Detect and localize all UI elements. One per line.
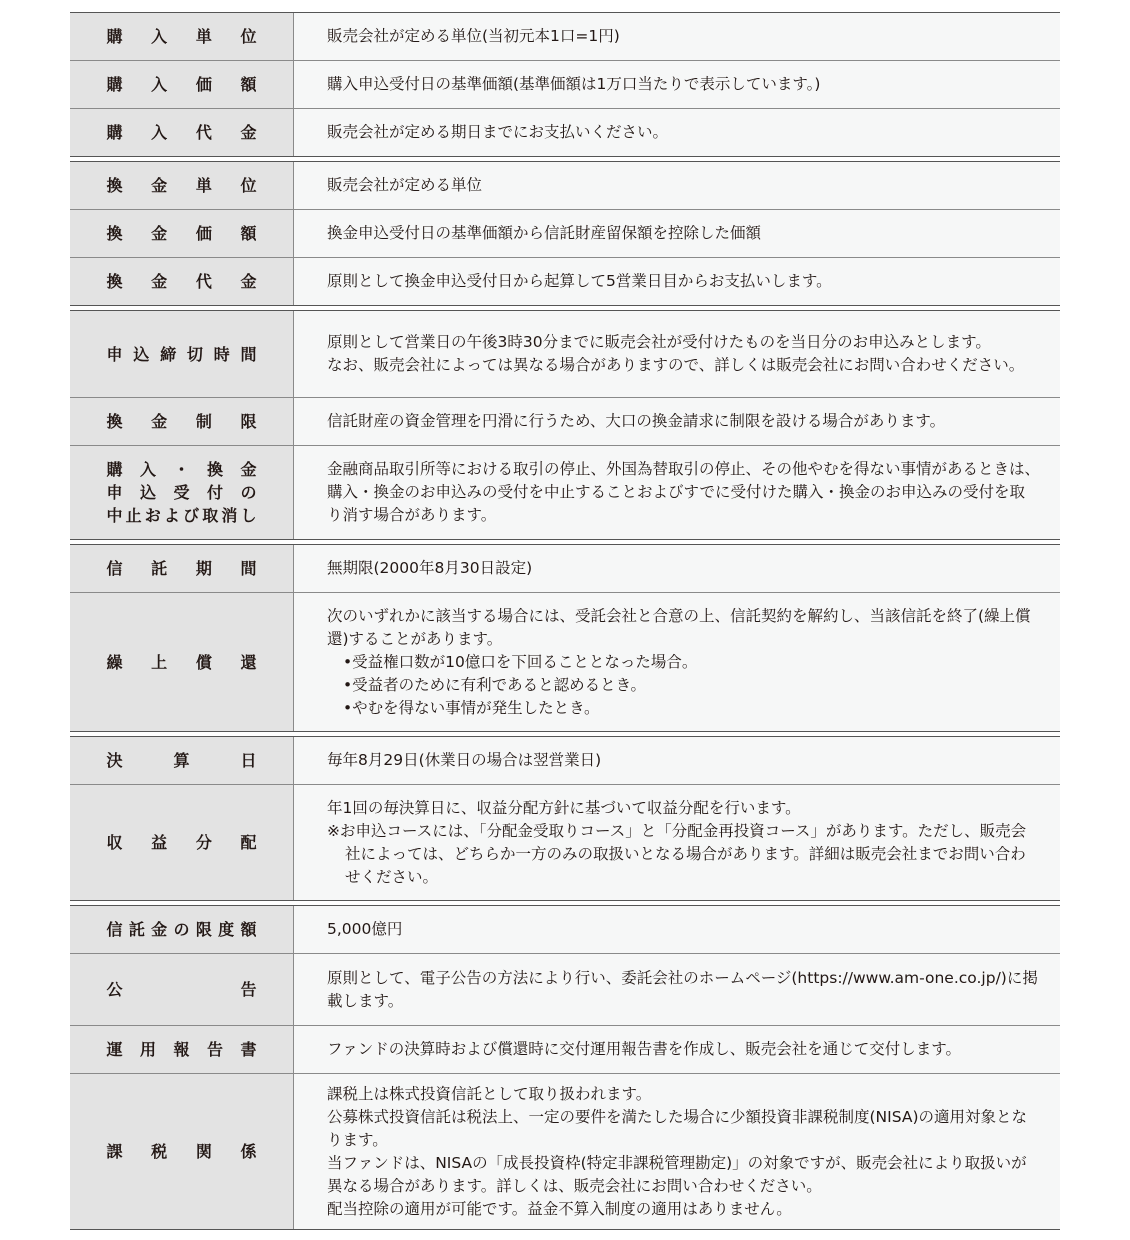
table-group: [70, 544, 1060, 732]
row-value-text: 原則として、電子公告の方法により行い、委託会社のホームページ(https://www.am-one.co.jp/)に掲載します。: [327, 968, 1038, 1010]
table-row: [70, 210, 1060, 258]
row-value-text: 配当控除の適用が可能です。益金不算入制度の適用はありません。: [327, 1199, 792, 1218]
row-value-cell: [294, 210, 1060, 257]
row-value-text: 販売会社が定める単位: [327, 176, 483, 194]
row-label-cell: [70, 162, 294, 209]
row-label-cell: [70, 109, 294, 156]
row-value-text: 信託財産の資金管理を円滑に行うため、大口の換金請求に制限を設ける場合があります。: [327, 412, 946, 430]
row-value-cell: [294, 61, 1060, 108]
table-row: [70, 61, 1060, 109]
table-row: [70, 109, 1060, 156]
bullet-item: •受益者のために有利であると認めるとき。: [343, 675, 647, 694]
row-value-text: 年1回の毎決算日に、収益分配方針に基づいて収益分配を行います。: [327, 798, 801, 817]
table-row: [70, 593, 1060, 731]
row-value-text: 課税上は株式投資信託として取り扱われます。: [327, 1084, 652, 1103]
row-value-text: 毎年8月29日(休業日の場合は翌営業日): [327, 751, 602, 769]
row-value-cell: [294, 162, 1060, 209]
row-value-text: 購入申込受付日の基準価額(基準価額は1万口当たりで表示しています。): [327, 75, 821, 93]
row-value-text: 5,000億円: [327, 920, 403, 938]
row-label-cell: [70, 210, 294, 257]
row-label: 申込受付の: [106, 483, 257, 502]
row-label: 公告: [106, 980, 257, 999]
row-label: 課税関係: [106, 1142, 257, 1161]
row-label: 購入単位: [106, 27, 257, 46]
table-group: [70, 161, 1060, 306]
row-value-cell: [294, 109, 1060, 156]
row-value-text: 無期限(2000年8月30日設定): [327, 559, 533, 577]
table-row: [70, 398, 1060, 446]
row-label: 換金価額: [106, 224, 257, 243]
row-label: 信託金の限度額: [106, 920, 257, 939]
row-label: 購入代金: [106, 123, 257, 142]
row-label: 収益分配: [106, 833, 257, 852]
row-label-cell: [70, 593, 294, 731]
row-value-cell: [294, 545, 1060, 592]
row-label: 換金単位: [106, 176, 257, 195]
row-value-cell: [294, 446, 1060, 539]
row-label-cell: [70, 398, 294, 445]
table-row: [70, 1074, 1060, 1229]
row-value-cell: [294, 1026, 1060, 1073]
table-row: [70, 906, 1060, 954]
row-label: 換金制限: [106, 412, 257, 431]
row-label: 信託期間: [106, 559, 257, 578]
table-group: [70, 310, 1060, 540]
row-value-text: 公募株式投資信託は税法上、一定の要件を満たした場合に少額投資非課税制度(NISA)の適用対象となります。: [327, 1107, 1027, 1149]
row-label: 換金代金: [106, 272, 257, 291]
row-label-cell: [70, 906, 294, 953]
row-value-text: 換金申込受付日の基準価額から信託財産留保額を控除した価額: [327, 224, 762, 242]
table-row: [70, 954, 1060, 1026]
row-value-cell: [294, 954, 1060, 1025]
row-label: 申込締切時間: [106, 344, 257, 364]
row-label-cell: [70, 311, 294, 397]
table-row: [70, 1026, 1060, 1074]
row-value-cell: [294, 13, 1060, 60]
row-label: 運用報告書: [106, 1040, 257, 1059]
table-group: [70, 905, 1060, 1230]
row-value-cell: [294, 311, 1060, 397]
row-label: 購入・換金: [106, 460, 257, 479]
row-value-cell: [294, 258, 1060, 305]
table-group: [70, 736, 1060, 901]
table-row: [70, 258, 1060, 305]
fund-procedures-table: [70, 12, 1060, 1230]
row-label-cell: [70, 954, 294, 1025]
row-label-cell: [70, 1074, 294, 1229]
row-label-cell: [70, 1026, 294, 1073]
table-row: [70, 545, 1060, 593]
row-value-text: 当ファンドは、NISAの「成長投資枠(特定非課税管理勘定)」の対象ですが、販売会社により取扱いが異なる場合があります。詳しくは、販売会社にお問い合わせください。: [327, 1153, 1027, 1195]
row-value-cell: [294, 1074, 1060, 1229]
bullet-item: •受益権口数が10億口を下回ることとなった場合。: [343, 652, 698, 671]
row-label-cell: [70, 737, 294, 784]
row-label: 中止および取消し: [106, 506, 257, 525]
row-label: 購入価額: [106, 75, 257, 94]
row-value-text: ファンドの決算時および償還時に交付運用報告書を作成し、販売会社を通じて交付します。: [327, 1040, 961, 1058]
row-label-cell: [70, 61, 294, 108]
table-row: [70, 162, 1060, 210]
row-value-text: 次のいずれかに該当する場合には、受託会社と合意の上、信託契約を解約し、当該信託を終了(繰上償還)することがあります。: [327, 606, 1031, 648]
row-value-cell: [294, 785, 1060, 900]
row-value-cell: [294, 737, 1060, 784]
table-row: [70, 785, 1060, 900]
row-label: 繰上償還: [106, 652, 257, 672]
table-row: [70, 737, 1060, 785]
row-value-cell: [294, 398, 1060, 445]
row-label-cell: [70, 446, 294, 539]
note-text: ※お申込コースには、「分配金受取りコース」と「分配金再投資コース」があります。ただし、販売会社によっては、どちらか一方のみの取扱いとなる場合があります。詳細は販売会社までお問い合わせください。: [327, 821, 1027, 886]
row-label-cell: [70, 13, 294, 60]
row-label: 決算日: [106, 751, 257, 770]
row-value-text: 販売会社が定める期日までにお支払いください。: [327, 123, 669, 141]
bullet-item: •やむを得ない事情が発生したとき。: [343, 698, 600, 717]
row-label-cell: [70, 545, 294, 592]
row-value-text: 販売会社が定める単位(当初元本1口=1円): [327, 27, 620, 45]
table-row: [70, 311, 1060, 398]
row-value-cell: [294, 906, 1060, 953]
row-value-text: 原則として換金申込受付日から起算して5営業日目からお支払いします。: [327, 272, 832, 290]
table-row: [70, 13, 1060, 61]
row-value-text: なお、販売会社によっては異なる場合がありますので、詳しくは販売会社にお問い合わせください。: [327, 356, 1025, 374]
table-group: [70, 12, 1060, 157]
row-value-text: 金融商品取引所等における取引の停止、外国為替取引の停止、その他やむを得ない事情があるときは、購入・換金のお申込みの受付を中止することおよびすでに受付けた購入・換金のお申込みの受付を取り消す場合があります。: [327, 460, 1041, 524]
row-value-text: 原則として営業日の午後3時30分までに販売会社が受付けたものを当日分のお申込みとします。: [327, 333, 991, 351]
row-label-cell: [70, 258, 294, 305]
table-row: [70, 446, 1060, 539]
row-value-cell: [294, 593, 1060, 731]
row-label-cell: [70, 785, 294, 900]
